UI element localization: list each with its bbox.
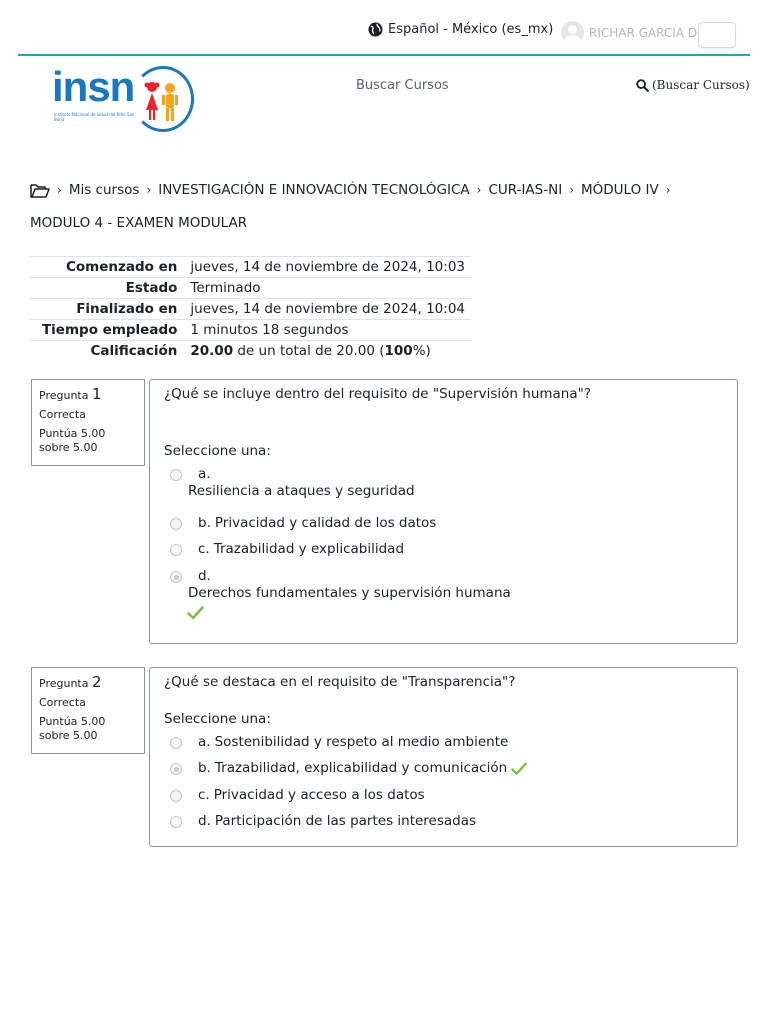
search-courses-button[interactable] [636,78,750,92]
correct-checkmark-icon [511,762,527,776]
grade-value [185,341,471,362]
answer-option-c[interactable] [170,541,404,557]
answer-option-a[interactable] [170,466,415,499]
answer-option-d[interactable] [170,813,476,829]
answer-option-b[interactable] [170,515,436,531]
answer-option-c[interactable] [170,787,425,803]
breadcrumb-item-course-code[interactable]: CUR-IAS-NI [488,182,563,198]
radio-button[interactable] [170,544,182,556]
summary-key: Calificación [30,341,185,362]
globe-icon [368,22,383,37]
search-icon [636,79,649,92]
option-text: Resiliencia a ataques y seguridad [188,483,415,499]
search-button-label: (Buscar Cursos) [652,78,750,92]
site-logo[interactable] [52,63,197,138]
question-content-2 [149,667,738,847]
grade-total: de un total de 20.00 ( [237,343,385,360]
summary-value: 1 minutos 18 segundos [185,320,471,341]
radio-button-selected[interactable] [170,763,182,775]
radio-button[interactable] [170,518,182,530]
question-state: Correcta [39,696,86,709]
question-grade: Puntúa 5.00 sobre 5.00 [39,427,106,454]
breadcrumb-item-current[interactable]: MODULO 4 - EXAMEN MODULAR [30,215,248,231]
user-menu-toggle-button[interactable] [698,22,736,48]
attempt-summary-table [30,256,471,362]
breadcrumb [30,179,740,231]
grade-percent: 100 [384,343,413,360]
option-text: Privacidad y acceso a los datos [213,787,425,803]
table-row [30,278,471,299]
summary-key: Estado [30,278,185,299]
option-text: Privacidad y calidad de los datos [214,515,437,531]
avatar [561,21,584,44]
question-info-1 [31,379,145,466]
question-text: ¿Qué se destaca en el requisito de "Transparencia"? [164,674,516,690]
option-letter: a. [198,466,211,482]
question-state: Correcta [39,408,86,421]
logo-wordmark: insn [52,63,135,110]
option-text: Trazabilidad y explicabilidad [213,541,405,557]
summary-value: jueves, 14 de noviembre de 2024, 10:04 [185,299,471,320]
table-row [30,320,471,341]
question-number [39,673,137,691]
correct-checkmark-icon [187,606,204,620]
boy-figure-icon [162,82,178,122]
summary-value: jueves, 14 de noviembre de 2024, 10:03 [185,257,471,278]
chevron-right-icon: › [57,183,62,197]
radio-button[interactable] [170,737,182,749]
table-row [30,299,471,320]
option-letter: c. [198,787,210,803]
breadcrumb-item-module[interactable]: MÓDULO IV [581,182,659,198]
option-letter: c. [198,541,210,557]
question-label: Pregunta [39,677,89,690]
table-row [30,257,471,278]
option-letter: a. [198,734,211,750]
option-letter: b. [198,760,211,776]
summary-key: Finalizado en [30,299,185,320]
option-text: Participación de las partes interesadas [214,813,477,829]
chevron-right-icon: › [476,183,482,197]
answer-option-d[interactable] [170,568,511,601]
breadcrumb-item-mis-cursos[interactable]: Mis cursos [68,182,140,198]
question-label: Pregunta [39,389,89,402]
radio-button[interactable] [170,816,182,828]
answer-prompt: Seleccione una: [164,443,271,459]
girl-figure-icon [144,80,160,122]
language-selector[interactable] [368,22,553,37]
answer-option-a[interactable] [170,734,508,750]
radio-button[interactable] [170,469,182,481]
answer-option-b[interactable] [170,760,527,776]
grade-score: 20.00 [190,343,234,360]
user-name: RICHAR GARCIA D [589,25,698,40]
option-text: Sostenibilidad y respeto al medio ambiente [214,734,509,750]
option-letter: d. [198,568,211,584]
logo-subtitle: Instituto Nacional de Salud del Niño San Borja [54,112,135,122]
breadcrumb-item-course[interactable]: INVESTIGACIÓN E INNOVACIÓN TECNOLÓGICA [158,182,470,198]
grade-percent-suffix: %) [412,343,431,360]
question-info-2 [31,667,145,754]
option-text: Derechos fundamentales y supervisión humana [188,585,511,601]
summary-key: Tiempo empleado [30,320,185,341]
question-grade: Puntúa 5.00 sobre 5.00 [39,715,106,742]
option-letter: d. [198,813,211,829]
chevron-right-icon: › [146,183,152,197]
option-letter: b. [198,515,211,531]
language-label: Español - México (es_mx) [388,22,554,37]
top-navbar [18,0,750,56]
chevron-right-icon: › [665,183,671,197]
radio-button-selected[interactable] [170,571,182,583]
radio-button[interactable] [170,790,182,802]
summary-value: Terminado [185,278,471,299]
answer-prompt: Seleccione una: [164,711,271,727]
question-number-value: 1 [91,385,102,403]
question-text: ¿Qué se incluye dentro del requisito de "Supervisión humana"? [164,386,592,402]
chevron-right-icon: › [569,183,574,197]
table-row [30,341,471,362]
summary-key: Comenzado en [30,257,185,278]
question-number [39,385,137,403]
option-text: Trazabilidad, explicabilidad y comunicación [214,760,508,776]
question-number-value: 2 [91,673,102,691]
question-content-1 [149,379,738,644]
search-courses-link[interactable]: Buscar Cursos [356,78,449,93]
folder-open-icon[interactable] [30,183,50,198]
